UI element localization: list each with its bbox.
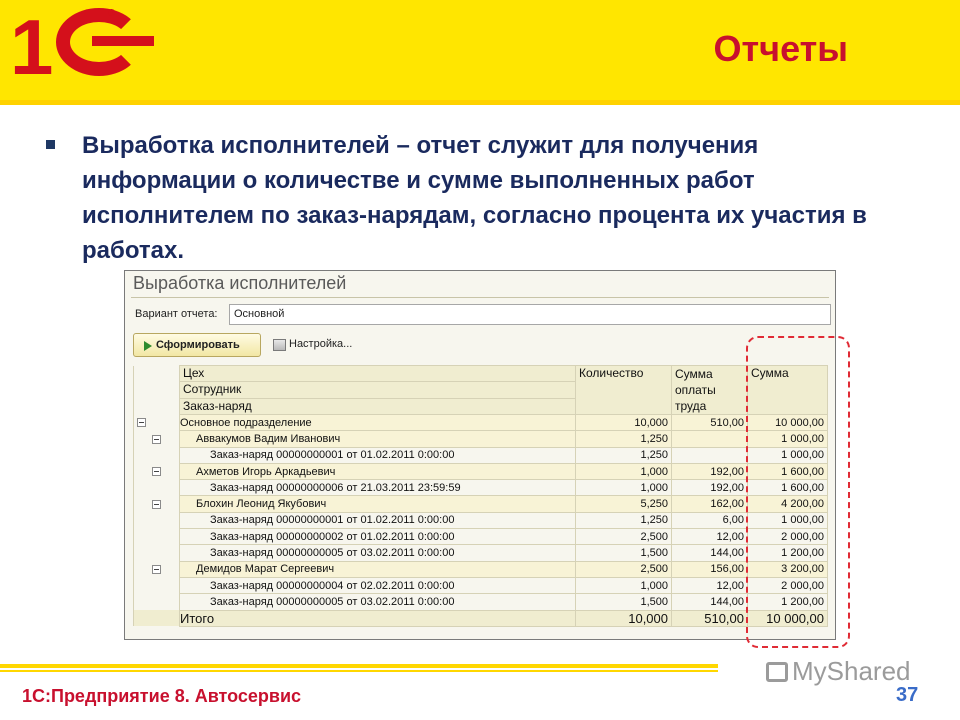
play-icon xyxy=(144,341,152,351)
footer-line-thin xyxy=(0,670,718,672)
table-row[interactable] xyxy=(134,463,828,479)
table-row[interactable] xyxy=(134,496,828,512)
tree-cell xyxy=(134,577,180,593)
table-row[interactable] xyxy=(134,594,828,610)
total-row xyxy=(134,610,828,626)
tree-cell[interactable] xyxy=(134,415,180,431)
row-qty: 1,000 xyxy=(576,463,672,479)
row-pay: 12,00 xyxy=(672,577,748,593)
header-group2: Сотрудник xyxy=(180,382,576,398)
bullet-description: Выработка исполнителей – отчет служит для получения информации о количестве и сумме выполненных работ исполнителем по заказ-нарядам, согласно процента их участия в работах. xyxy=(82,132,867,264)
row-name: Основное подразделение xyxy=(180,415,576,431)
row-qty: 1,500 xyxy=(576,594,672,610)
logo-digit: 1 xyxy=(10,3,50,91)
row-pay: 12,00 xyxy=(672,529,748,545)
row-sum: 10 000,00 xyxy=(748,415,828,431)
row-name: Заказ-наряд 00000000005 от 03.02.2011 0:00:00 xyxy=(180,545,576,561)
tree-cell[interactable] xyxy=(134,463,180,479)
table-row[interactable] xyxy=(134,447,828,463)
row-name: Демидов Марат Сергеевич xyxy=(180,561,576,577)
row-sum: 1 000,00 xyxy=(748,431,828,447)
row-pay xyxy=(672,447,748,463)
report-table xyxy=(133,365,828,627)
divider xyxy=(131,297,829,298)
table-row[interactable] xyxy=(134,577,828,593)
collapse-icon[interactable] xyxy=(152,500,161,509)
row-sum: 1 000,00 xyxy=(748,447,828,463)
row-qty: 10,000 xyxy=(576,415,672,431)
footer-product-name: 1С:Предприятие 8. Автосервис xyxy=(22,686,302,706)
watermark xyxy=(766,656,911,687)
table-row[interactable] xyxy=(134,529,828,545)
variant-label: Вариант отчета: xyxy=(135,308,218,320)
generate-button[interactable] xyxy=(133,333,261,357)
row-qty: 2,500 xyxy=(576,529,672,545)
table-row[interactable] xyxy=(134,415,828,431)
row-qty: 2,500 xyxy=(576,561,672,577)
row-name: Блохин Леонид Якубович xyxy=(180,496,576,512)
row-name: Аввакумов Вадим Иванович xyxy=(180,431,576,447)
bullet-square-icon xyxy=(46,140,55,149)
row-name: Заказ-наряд 00000000001 от 01.02.2011 0:00:00 xyxy=(180,447,576,463)
total-pay: 510,00 xyxy=(672,610,748,626)
page-number: 37 xyxy=(896,684,919,706)
row-qty: 1,000 xyxy=(576,480,672,496)
tree-cell xyxy=(134,480,180,496)
footer-line xyxy=(0,664,718,668)
slide-header xyxy=(0,0,960,100)
tree-cell[interactable] xyxy=(134,431,180,447)
row-name: Заказ-наряд 00000000001 от 01.02.2011 0:00:00 xyxy=(180,512,576,528)
table-row[interactable] xyxy=(134,431,828,447)
header-stripe xyxy=(0,100,960,105)
row-name: Ахметов Игорь Аркадьевич xyxy=(180,463,576,479)
table-row[interactable] xyxy=(134,561,828,577)
row-pay: 162,00 xyxy=(672,496,748,512)
total-qty: 10,000 xyxy=(576,610,672,626)
row-sum: 1 600,00 xyxy=(748,480,828,496)
logo-c-bar xyxy=(92,36,154,46)
collapse-icon[interactable] xyxy=(152,565,161,574)
tree-column-header xyxy=(134,366,180,415)
row-name: Заказ-наряд 00000000004 от 02.02.2011 0:00:00 xyxy=(180,577,576,593)
1c-logo xyxy=(8,3,158,91)
sum-column-highlight xyxy=(746,336,850,648)
report-grid xyxy=(133,365,831,627)
tree-cell xyxy=(134,447,180,463)
collapse-icon[interactable] xyxy=(137,418,146,427)
tree-cell xyxy=(134,594,180,610)
header-qty: Количество xyxy=(576,366,672,415)
row-sum: 3 200,00 xyxy=(748,561,828,577)
row-pay: 144,00 xyxy=(672,594,748,610)
report-window xyxy=(124,270,836,640)
tree-cell xyxy=(134,610,180,626)
tree-cell xyxy=(134,529,180,545)
table-row[interactable] xyxy=(134,545,828,561)
row-pay: 6,00 xyxy=(672,512,748,528)
row-name: Заказ-наряд 00000000005 от 03.02.2011 0:00:00 xyxy=(180,594,576,610)
row-pay: 156,00 xyxy=(672,561,748,577)
row-sum: 1 600,00 xyxy=(748,463,828,479)
row-qty: 1,250 xyxy=(576,512,672,528)
tree-cell[interactable] xyxy=(134,561,180,577)
row-qty: 5,250 xyxy=(576,496,672,512)
header-group1: Цех xyxy=(180,366,576,382)
row-name: Заказ-наряд 00000000006 от 21.03.2011 23:59:59 xyxy=(180,480,576,496)
row-name: Заказ-наряд 00000000002 от 01.02.2011 0:00:00 xyxy=(180,529,576,545)
settings-label: Настройка... xyxy=(289,338,353,350)
generate-label: Сформировать xyxy=(156,339,240,351)
row-sum: 1 000,00 xyxy=(748,512,828,528)
registered-icon: ® xyxy=(108,8,116,19)
tree-cell xyxy=(134,545,180,561)
total-label: Итого xyxy=(180,610,576,626)
row-sum: 2 000,00 xyxy=(748,529,828,545)
header-sum: Сумма xyxy=(748,366,828,415)
settings-icon xyxy=(273,339,286,351)
report-title: Выработка исполнителей xyxy=(133,273,347,293)
row-sum: 1 200,00 xyxy=(748,594,828,610)
settings-button[interactable] xyxy=(271,333,352,357)
table-row[interactable] xyxy=(134,512,828,528)
variant-field[interactable]: Основной xyxy=(229,304,831,325)
row-qty: 1,250 xyxy=(576,447,672,463)
slide-title: Отчеты xyxy=(713,28,848,69)
row-pay: 510,00 xyxy=(672,415,748,431)
row-sum: 1 200,00 xyxy=(748,545,828,561)
row-pay: 192,00 xyxy=(672,463,748,479)
row-qty: 1,500 xyxy=(576,545,672,561)
watermark-text: MyShared xyxy=(792,656,911,686)
myshared-icon xyxy=(766,662,788,682)
row-qty: 1,000 xyxy=(576,577,672,593)
row-pay xyxy=(672,431,748,447)
row-qty: 1,250 xyxy=(576,431,672,447)
row-sum: 4 200,00 xyxy=(748,496,828,512)
row-pay: 192,00 xyxy=(672,480,748,496)
header-group3: Заказ-наряд xyxy=(180,398,576,414)
row-pay: 144,00 xyxy=(672,545,748,561)
header-pay: Сумма оплаты труда xyxy=(672,366,748,415)
tree-cell xyxy=(134,512,180,528)
collapse-icon[interactable] xyxy=(152,467,161,476)
total-sum: 10 000,00 xyxy=(748,610,828,626)
collapse-icon[interactable] xyxy=(152,435,161,444)
table-row[interactable] xyxy=(134,480,828,496)
tree-cell[interactable] xyxy=(134,496,180,512)
row-sum: 2 000,00 xyxy=(748,577,828,593)
